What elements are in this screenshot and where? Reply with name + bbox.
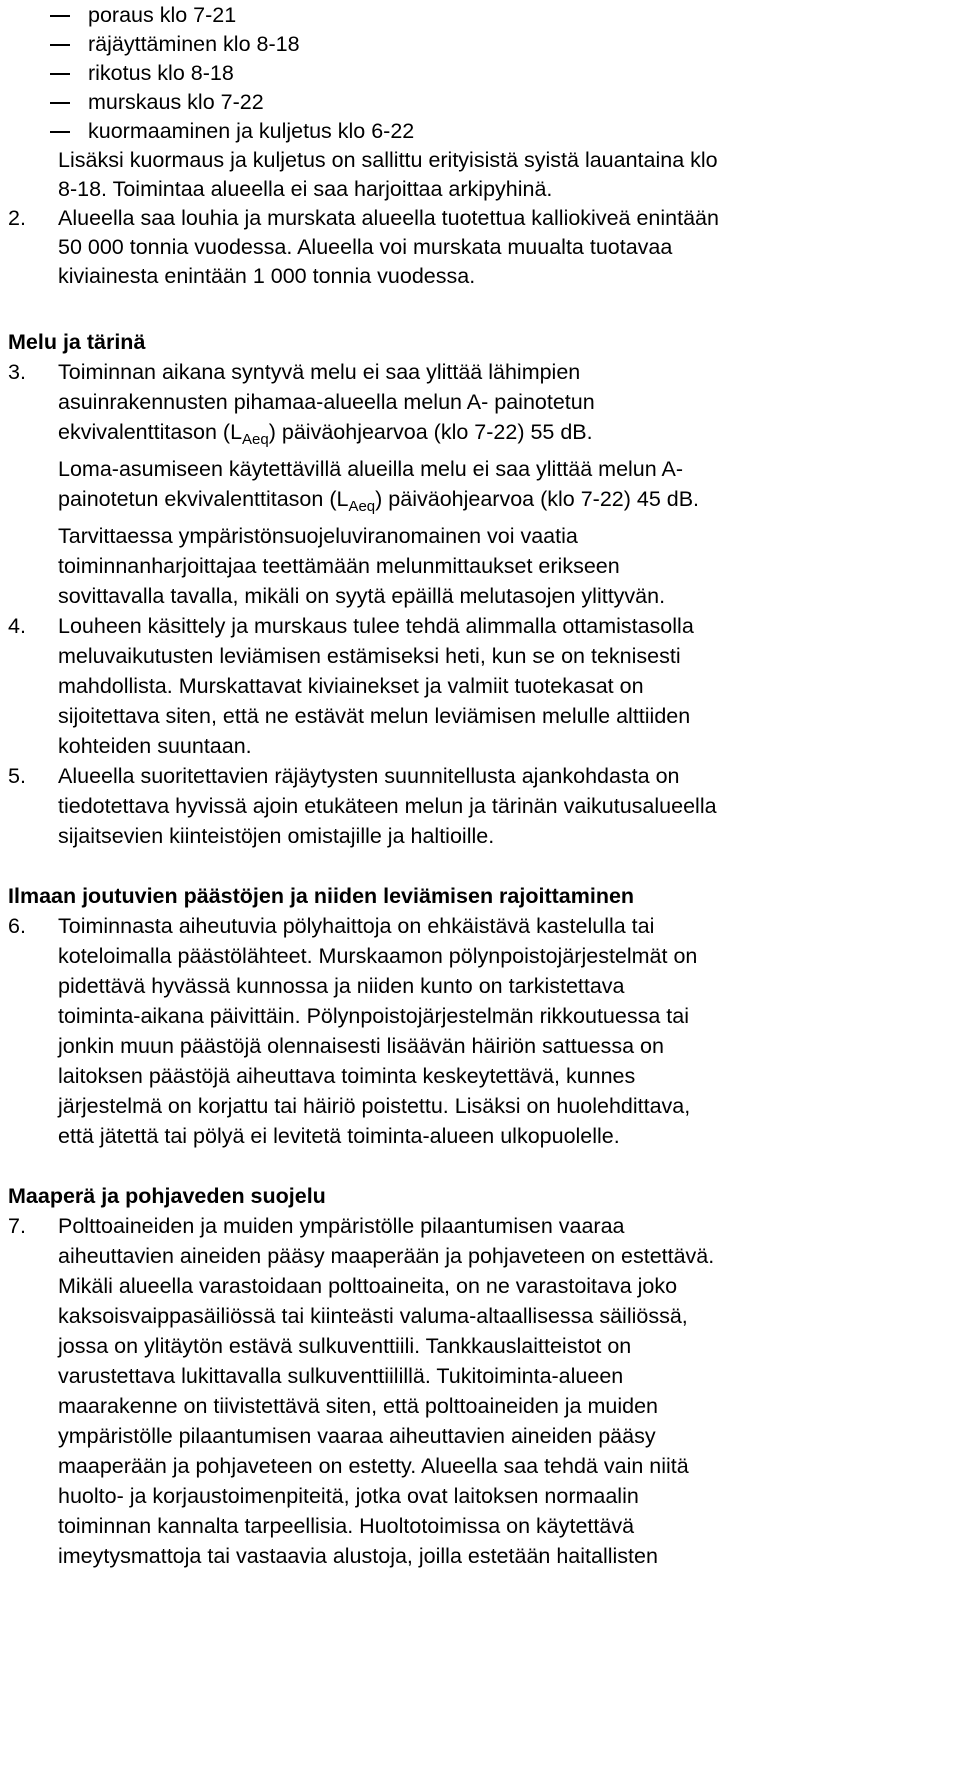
dash-bullet-icon [50, 116, 72, 146]
paragraph-line: sijaitsevien kiinteistöjen omistajille ja haltioille. [58, 824, 495, 848]
paragraph-line: maaperään ja pohjaveteen on estetty. Alueella saa tehdä vain niitä [58, 1454, 689, 1478]
section-heading-air: Ilmaan joutuvien päästöjen ja niiden leviämisen rajoittaminen [8, 884, 635, 908]
paragraph-line: pidettävä hyvässä kunnossa ja niiden kunto on tarkistettava [58, 974, 625, 998]
paragraph-line: imeytysmattoja tai vastaavia alustoja, joilla estetään haitallisten [58, 1544, 658, 1568]
text-segment: ) päiväohjearvoa (klo 7-22) 55 dB. [268, 420, 593, 444]
paragraph-line: Mikäli alueella varastoidaan polttoaineita, on ne varastoitava joko [58, 1274, 678, 1298]
paragraph-line: mahdollista. Murskattavat kiviainekset ja valmiit tuotekasat on [58, 674, 644, 698]
item-number: 6. [8, 914, 26, 938]
dash-bullet-icon [50, 29, 72, 59]
paragraph-line: toiminnan kannalta tarpeellisia. Huoltotoimissa on käytettävä [58, 1514, 635, 1538]
paragraph-line: Alueella saa louhia ja murskata alueella tuotettua kalliokiveä enintään [58, 206, 719, 230]
paragraph-line: sovittavalla tavalla, mikäli on syytä epäillä melutasojen ylittyvän. [58, 584, 666, 608]
dash-bullet-icon [50, 87, 72, 117]
text-segment: ) päiväohjearvoa (klo 7-22) 45 dB. [375, 487, 700, 511]
paragraph-line: ympäristölle pilaantumisen vaaraa aiheuttavien aineiden pääsy [58, 1424, 656, 1448]
dash-bullet-icon [50, 58, 72, 88]
item-number: 5. [8, 764, 26, 788]
paragraph-line: Louheen käsittely ja murskaus tulee tehdä alimmalla ottamistasolla [58, 614, 694, 638]
paragraph-line: kohteiden suuntaan. [58, 734, 252, 758]
paragraph-line: maarakenne on tiivistettävä siten, että polttoaineiden ja muiden [58, 1394, 658, 1418]
item-number: 2. [8, 206, 26, 230]
paragraph-line: 50 000 tonnia vuodessa. Alueella voi murskata muualta tuotavaa [58, 235, 673, 259]
paragraph-line: järjestelmä on korjattu tai häiriö poistettu. Lisäksi on huolehdittava, [58, 1094, 691, 1118]
text-segment: ekvivalenttitason (L [58, 420, 243, 444]
paragraph-line: Toiminnasta aiheutuvia pölyhaittoja on ehkäistävä kastelulla tai [58, 914, 655, 938]
paragraph-line: Lisäksi kuormaus ja kuljetus on sallittu erityisistä syistä lauantaina klo [58, 148, 718, 172]
bullet-item: räjäyttäminen klo 8-18 [88, 32, 300, 56]
paragraph-line: 8-18. Toimintaa alueella ei saa harjoittaa arkipyhinä. [58, 177, 553, 201]
paragraph-line: varustettava lukittavalla sulkuventtiilillä. Tukitoiminta-alueen [58, 1364, 624, 1388]
paragraph-line: toiminta-aikana päivittäin. Pölynpoistojärjestelmän rikkoutuessa tai [58, 1004, 689, 1028]
dash-bullet-icon [50, 0, 72, 30]
paragraph-line: meluvaikutusten leviämisen estämiseksi heti, kun se on teknisesti [58, 644, 681, 668]
paragraph-line: koteloimalla päästölähteet. Murskaamon pölynpoistojärjestelmät on [58, 944, 698, 968]
subscript-aeq: Aeq [242, 431, 269, 448]
text-segment: painotetun ekvivalenttitason (L [58, 487, 349, 511]
item-number: 4. [8, 614, 26, 638]
item-number: 7. [8, 1214, 26, 1238]
paragraph-line: sijoitettava siten, että ne estävät melun leviämisen melulle alttiiden [58, 704, 691, 728]
paragraph-line: tiedotettava hyvissä ajoin etukäteen melun ja tärinän vaikutusalueella [58, 794, 717, 818]
subscript-aeq: Aeq [348, 498, 376, 515]
paragraph-line: asuinrakennusten pihamaa-alueella melun A- painotetun [58, 390, 595, 414]
paragraph-line: kaksoisvaippasäiliössä tai kiinteästi valuma-altaallisessa säiliössä, [58, 1304, 688, 1328]
item-number: 3. [8, 360, 26, 384]
bullet-item: rikotus klo 8-18 [88, 61, 234, 85]
paragraph-line: Loma-asumiseen käytettävillä alueilla melu ei saa ylittää melun A- [58, 457, 684, 481]
paragraph-line: kiviainesta enintään 1 000 tonnia vuodessa. [58, 264, 476, 288]
paragraph-line: Toiminnan aikana syntyvä melu ei saa ylittää lähimpien [58, 360, 581, 384]
section-heading-noise: Melu ja tärinä [8, 330, 146, 354]
paragraph-line: Alueella suoritettavien räjäytysten suunnitellusta ajankohdasta on [58, 764, 680, 788]
paragraph-line: jossa on ylitäytön estävä sulkuventtiili. Tankkauslaitteistot on [58, 1334, 632, 1358]
bullet-item: poraus klo 7-21 [88, 3, 237, 27]
paragraph-line [58, 417, 593, 447]
paragraph-line: toiminnanharjoittajaa teettämään melunmittaukset erikseen [58, 554, 620, 578]
section-heading-soil: Maaperä ja pohjaveden suojelu [8, 1184, 326, 1208]
paragraph-line: Tarvittaessa ympäristönsuojeluviranomainen voi vaatia [58, 524, 578, 548]
bullet-item: kuormaaminen ja kuljetus klo 6-22 [88, 119, 415, 143]
paragraph-line: aiheuttavien aineiden pääsy maaperään ja pohjaveteen on estettävä. [58, 1244, 715, 1268]
paragraph-line: jonkin muun päästöjä olennaisesti lisäävän häiriön sattuessa on [58, 1034, 664, 1058]
bullet-item: murskaus klo 7-22 [88, 90, 264, 114]
paragraph-line: Polttoaineiden ja muiden ympäristölle pilaantumisen vaaraa [58, 1214, 625, 1238]
paragraph-line [58, 484, 699, 514]
paragraph-line: että jätettä tai pölyä ei levitetä toiminta-alueen ulkopuolelle. [58, 1124, 620, 1148]
paragraph-line: laitoksen päästöjä aiheuttava toiminta keskeytettävä, kunnes [58, 1064, 636, 1088]
paragraph-line: huolto- ja korjaustoimenpiteitä, jotka ovat laitoksen normaalin [58, 1484, 639, 1508]
